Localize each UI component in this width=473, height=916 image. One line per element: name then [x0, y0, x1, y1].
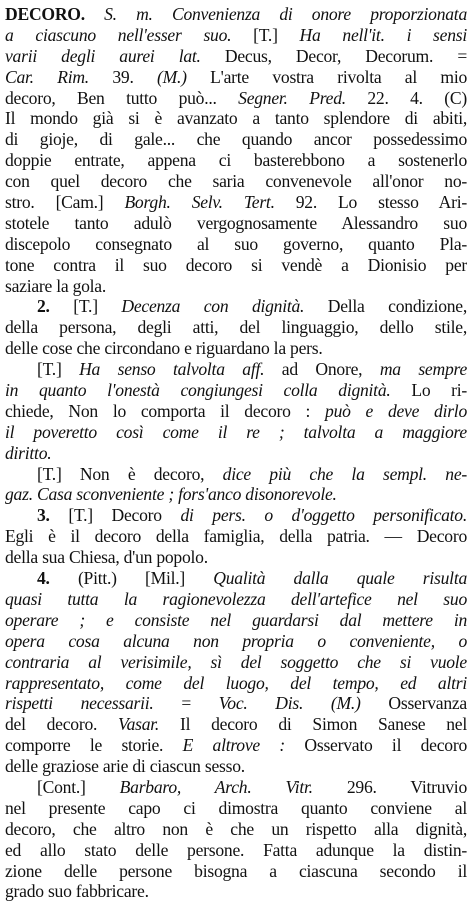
- text-line: [5, 673, 467, 694]
- text-run: stotele tanto adulò vergognosamente Alessandro suo: [5, 212, 467, 233]
- text-run: saziare la gola.: [5, 275, 107, 296]
- text-run: decoro, che altro non è che un rispetto alla dignità,: [5, 818, 467, 839]
- text-run: Osservato il decoro: [284, 735, 467, 756]
- text-line: [5, 4, 467, 25]
- text-line: [5, 735, 467, 756]
- text-run: [T.]: [37, 359, 80, 380]
- text-line: [5, 798, 467, 819]
- text-line: [5, 25, 467, 46]
- text-run: (M.): [330, 693, 361, 714]
- text-run: grado suo fabbricare.: [5, 881, 149, 902]
- headword: DECORO.: [5, 4, 85, 24]
- text-run: ad Onore,: [264, 359, 380, 380]
- text-run: [Cont.]: [37, 776, 120, 797]
- text-line: [5, 67, 467, 88]
- text-line: [5, 777, 467, 798]
- text-line: [5, 861, 467, 882]
- text-line: [5, 422, 467, 443]
- text-line: [5, 88, 467, 109]
- text-run: della persona, degli atti, del linguaggio, dello stile,: [5, 317, 467, 338]
- text-run: del decoro.: [5, 714, 119, 735]
- text-run: Car. Rim.: [5, 66, 89, 87]
- text-run: varii degli aurei lat.: [5, 45, 201, 66]
- text-run: discepolo consegnato al suo governo, quanto Pla-: [5, 233, 467, 254]
- text-run: opera cosa alcuna non propria o conveniente, o: [5, 630, 467, 651]
- text-run: chiede, Non lo comporta il decoro :: [5, 400, 326, 421]
- text-line: [5, 547, 467, 568]
- text-run: (Pitt.) [Mil.]: [49, 568, 214, 589]
- text-run: Voc. Dis.: [218, 693, 304, 714]
- text-run: 2.: [37, 296, 50, 317]
- text-run: Osservanza: [360, 693, 467, 714]
- text-line: [5, 234, 467, 255]
- text-run: rispetti necessarii.: [5, 693, 154, 714]
- text-line: [5, 652, 467, 673]
- text-run: (M.): [157, 66, 187, 87]
- text-line: [5, 317, 467, 338]
- text-line: [5, 484, 467, 505]
- text-run: [303, 693, 331, 713]
- text-run: Segner. Pred.: [238, 87, 346, 108]
- text-line: [5, 255, 467, 276]
- text-line: [5, 443, 467, 464]
- text-line: [5, 150, 467, 171]
- text-run: [T.] Non è decoro,: [37, 463, 223, 484]
- text-line: [5, 213, 467, 234]
- text-run: contraria al verisimile, sì del soggetto che si vuole: [5, 651, 467, 672]
- text-line: [5, 276, 467, 297]
- text-run: zione delle persone bisogna a ciascuna secondo il: [5, 860, 467, 881]
- text-run: diritto.: [5, 442, 52, 463]
- text-run: con quel decoro che saria convenevole all'onor no-: [5, 171, 467, 192]
- text-run: 296. Vitruvio: [312, 776, 467, 797]
- text-run: Della condizione,: [304, 296, 467, 317]
- text-line: [5, 840, 467, 861]
- text-run: Barbaro, Arch. Vitr.: [119, 776, 313, 797]
- text-run: della sua Chiesa, d'un popolo.: [5, 547, 208, 568]
- text-run: 92. Lo stesso Ari-: [274, 192, 467, 213]
- text-run: [T.]: [49, 296, 122, 317]
- text-line: [5, 714, 467, 735]
- text-run: quasi tutta la ragionevolezza dell'artefice nel suo: [5, 588, 467, 609]
- text-run: [T.]: [231, 24, 300, 45]
- text-line: [5, 589, 467, 610]
- text-run: S. m. Convenienza di onore proporzionata: [84, 4, 467, 24]
- text-run: Lo ri-: [390, 380, 467, 401]
- text-run: Il decoro di Simon Sanese nel: [159, 714, 467, 735]
- text-run: gaz. Casa sconveniente ; fors'anco disonorevole.: [5, 484, 337, 505]
- text-run: stro. [Cam.]: [5, 192, 125, 213]
- text-run: operare ; e consiste nel guardarsi dal mettere in: [5, 609, 467, 630]
- text-run: Egli è il decoro della famiglia, della patria. — Decoro: [5, 526, 467, 547]
- text-run: delle cose che circondano e riguardano la pers.: [5, 338, 323, 359]
- text-run: in quanto l'onestà congiungesi colla dignità.: [5, 380, 391, 401]
- text-line: [5, 46, 467, 67]
- text-line: [5, 526, 467, 547]
- text-run: ma sempre: [379, 359, 467, 380]
- text-line: [5, 464, 467, 485]
- text-run: Borgh. Selv. Tert.: [124, 192, 275, 213]
- text-run: di gioje, di gale... che quando ancor possedessimo: [5, 129, 467, 150]
- text-line: [5, 631, 467, 652]
- text-run: 39.: [88, 66, 157, 87]
- text-run: dice più che la sempl. ne-: [222, 463, 467, 484]
- text-run: tone contra il suo decoro si vendè a Dionisio per: [5, 254, 467, 275]
- text-run: 22. 4. (C): [345, 87, 467, 108]
- text-run: [T.] Decoro: [49, 505, 181, 526]
- text-run: Decenza con dignità.: [121, 296, 305, 317]
- text-line: [5, 359, 467, 380]
- text-line: [5, 568, 467, 589]
- text-run: =: [153, 693, 219, 714]
- text-run: a ciascuno nell'esser suo.: [5, 24, 232, 45]
- text-line: [5, 610, 467, 631]
- text-run: ed allo stato delle persone. Fatta adunque la distin-: [5, 839, 467, 860]
- text-line: [5, 338, 467, 359]
- text-run: Ha senso talvolta aff.: [79, 359, 265, 380]
- text-run: Il mondo già si è avanzato a tanto splendore di abiti,: [5, 108, 467, 129]
- text-run: comporre le storie.: [5, 735, 183, 756]
- text-line: [5, 505, 467, 526]
- text-run: 4.: [37, 568, 50, 589]
- text-line: [5, 693, 467, 714]
- text-line: [5, 819, 467, 840]
- text-run: doppie entrate, appena ci basterebbono a sostenerlo: [5, 150, 467, 171]
- text-run: L'arte vostra rivolta al mio: [186, 66, 467, 87]
- text-line: [5, 380, 467, 401]
- text-line: [5, 108, 467, 129]
- text-line: [5, 756, 467, 777]
- text-run: rappresentato, come del luogo, del tempo, ed altri: [5, 672, 467, 693]
- text-line: [5, 192, 467, 213]
- text-run: nel presente capo ci dimostra quanto conviene al: [5, 797, 467, 818]
- text-run: Decus, Decor, Decorum. =: [200, 45, 467, 66]
- text-run: 3.: [37, 505, 50, 526]
- text-run: Vasar.: [118, 714, 160, 735]
- text-run: E altrove :: [182, 735, 285, 756]
- text-line: [5, 171, 467, 192]
- text-run: di pers. o d'oggetto personificato.: [180, 505, 467, 526]
- text-line: [5, 296, 467, 317]
- text-line: [5, 401, 467, 422]
- text-run: il poveretto così come il re ; talvolta a maggiore: [5, 421, 467, 442]
- text-run: decoro, Ben tutto può...: [5, 87, 239, 108]
- text-run: Qualità dalla quale risulta: [213, 568, 467, 589]
- text-line: [5, 129, 467, 150]
- text-run: può e deve dirlo: [325, 400, 467, 421]
- text-line: [5, 881, 467, 902]
- text-run: delle graziose arie di ciascun sesso.: [5, 756, 245, 777]
- text-run: Ha nell'it. i sensi: [299, 24, 467, 45]
